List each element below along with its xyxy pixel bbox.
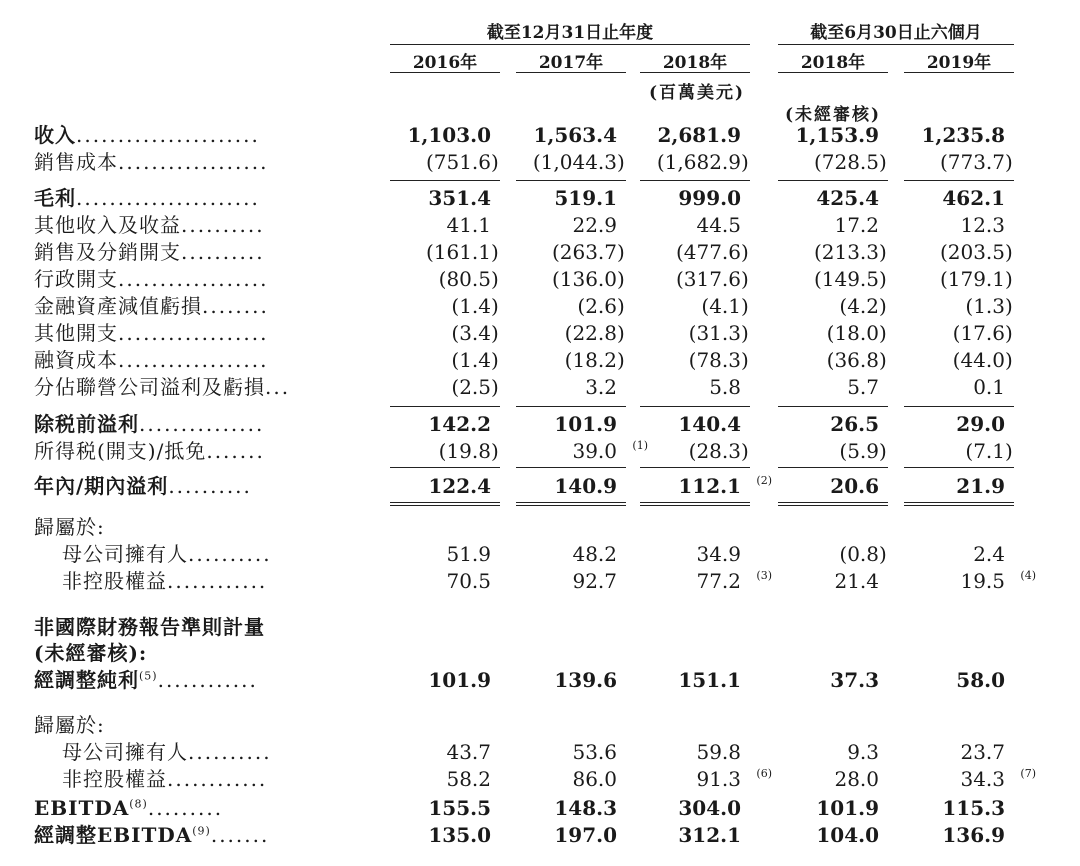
table-cell: 43.7	[446, 740, 491, 764]
row-label: 收入......................	[34, 123, 260, 147]
table-cell: (263.7)	[551, 240, 625, 264]
table-cell: 21.4	[834, 569, 879, 593]
year-rule-1	[390, 72, 500, 73]
header-rule-six-months	[778, 44, 1014, 45]
subtotal-rule	[778, 406, 888, 407]
table-cell: (5.9)	[839, 439, 887, 463]
table-cell: 77.2 (3)	[696, 569, 772, 593]
subtotal-rule	[904, 180, 1014, 181]
table-cell: 1,235.8	[921, 123, 1005, 147]
table-cell: (1,682.9)	[656, 150, 749, 174]
row-label: 分佔聯營公司溢利及虧損...	[34, 375, 291, 399]
table-cell: 142.2	[428, 412, 491, 436]
table-cell: 140.4	[678, 412, 741, 436]
subtotal-rule	[640, 467, 750, 468]
row-label: 除税前溢利...............	[34, 412, 265, 436]
table-cell: 101.9	[554, 412, 617, 436]
table-cell: (36.8)	[826, 348, 887, 372]
table-cell: (31.3)	[688, 321, 749, 345]
year-rule-3	[640, 72, 750, 73]
table-cell: 101.9	[816, 796, 879, 820]
table-cell: (22.8)	[564, 321, 625, 345]
table-cell: 58.2	[446, 767, 491, 791]
table-cell: 135.0	[428, 823, 491, 847]
footnote-ref: (8)	[129, 797, 148, 811]
subtotal-rule	[516, 467, 626, 468]
leader-dots: ...............	[139, 412, 265, 436]
leader-dots: ..................	[118, 267, 269, 291]
table-cell: (18.2)	[564, 348, 625, 372]
nonifrs-subtitle: (未經審核):	[34, 641, 148, 665]
table-cell: 5.8	[709, 375, 741, 399]
leader-dots: ..........	[168, 474, 252, 498]
table-cell: (19.8)	[438, 439, 499, 463]
table-cell: 53.6	[572, 740, 617, 764]
year-header-2016: 2016年	[412, 53, 478, 73]
table-cell: (78.3)	[688, 348, 749, 372]
table-cell: 26.5	[830, 412, 879, 436]
total-double-rule	[778, 502, 888, 506]
subtotal-rule	[904, 406, 1014, 407]
table-cell: 312.1	[678, 823, 741, 847]
subtotal-rule	[778, 467, 888, 468]
row-label: 其他收入及收益..........	[34, 213, 265, 237]
table-cell: 91.3 (6)	[696, 767, 772, 791]
table-cell: 19.5 (4)	[960, 569, 1036, 593]
subtotal-rule	[390, 180, 500, 181]
leader-dots: .........	[147, 796, 224, 820]
table-cell: 92.7	[572, 569, 617, 593]
subtotal-rule	[390, 406, 500, 407]
table-cell: 425.4	[816, 186, 879, 210]
row-label: 母公司擁有人..........	[62, 542, 272, 566]
table-cell: 22.9	[572, 213, 617, 237]
leader-dots: .......	[210, 823, 270, 847]
row-label: 經調整EBITDA$^{(9)}$.......	[34, 823, 270, 847]
table-cell: (7.1)	[965, 439, 1013, 463]
row-label: 銷售成本..................	[34, 150, 269, 174]
table-cell: (203.5)	[939, 240, 1013, 264]
row-label: 非控股權益............	[62, 569, 268, 593]
row-label: 銷售及分銷開支..........	[34, 240, 265, 264]
leader-dots: ........	[202, 294, 269, 318]
table-cell: (1.3)	[965, 294, 1013, 318]
table-cell: 304.0	[678, 796, 741, 820]
row-label: 母公司擁有人..........	[62, 740, 272, 764]
leader-dots: ..........	[188, 542, 272, 566]
table-cell: (0.8)	[839, 542, 887, 566]
table-cell: 21.9	[956, 474, 1005, 498]
leader-dots: ..........	[181, 240, 265, 264]
table-cell: 122.4	[428, 474, 491, 498]
table-cell: (44.0)	[952, 348, 1013, 372]
header-rule-fiscal	[390, 44, 750, 45]
header-group-fiscal-year: 截至12月31日止年度	[486, 23, 654, 43]
year-rule-2	[516, 72, 626, 73]
footnote-ref: (5)	[139, 669, 158, 683]
row-label: 其他開支..................	[34, 321, 269, 345]
year-rule-5	[904, 72, 1014, 73]
table-cell: (1.4)	[451, 294, 499, 318]
table-cell: 39.0 (1)	[572, 439, 648, 463]
table-cell: (1.4)	[451, 348, 499, 372]
table-cell: (179.1)	[939, 267, 1013, 291]
table-cell: (477.6)	[675, 240, 749, 264]
year-header-2018: 2018年	[662, 53, 728, 73]
table-cell: (28.3)	[688, 439, 749, 463]
table-cell: 115.3	[942, 796, 1005, 820]
table-cell: 462.1	[942, 186, 1005, 210]
table-cell: 0.1	[973, 375, 1005, 399]
table-cell: 1,153.9	[795, 123, 879, 147]
table-cell: (4.1)	[701, 294, 749, 318]
table-cell: 34.9	[696, 542, 741, 566]
row-label: EBITDA$^{(8)}$.........	[34, 796, 224, 820]
table-cell: 51.9	[446, 542, 491, 566]
table-cell: (2.5)	[451, 375, 499, 399]
leader-dots: ............	[157, 668, 258, 692]
table-cell: (80.5)	[438, 267, 499, 291]
table-cell: 28.0	[834, 767, 879, 791]
table-cell: 155.5	[428, 796, 491, 820]
row-label: 經調整純利$^{(5)}$............	[34, 668, 258, 692]
leader-dots: ...	[265, 375, 291, 399]
total-double-rule	[516, 502, 626, 506]
table-cell: 44.5	[696, 213, 741, 237]
table-cell: 23.7	[960, 740, 1005, 764]
subtotal-rule	[516, 406, 626, 407]
table-cell: (17.6)	[952, 321, 1013, 345]
table-cell: 2,681.9	[657, 123, 741, 147]
table-cell: 20.6	[830, 474, 879, 498]
table-cell: (161.1)	[425, 240, 499, 264]
table-cell: 999.0	[678, 186, 741, 210]
table-cell: (751.6)	[425, 150, 499, 174]
leader-dots: ......................	[76, 123, 260, 147]
year-header-2017: 2017年	[538, 53, 604, 73]
subtotal-rule	[904, 467, 1014, 468]
year-header-2019-h1: 2019年	[926, 53, 992, 73]
attributable-heading-2: 歸屬於:	[34, 713, 105, 737]
table-cell: (4.2)	[839, 294, 887, 318]
table-cell: 1,563.4	[533, 123, 617, 147]
leader-dots: ..................	[118, 321, 269, 345]
total-double-rule	[904, 502, 1014, 506]
attributable-heading: 歸屬於:	[34, 515, 105, 539]
table-cell: 34.3 (7)	[960, 767, 1036, 791]
row-label: 所得税(開支)/抵免.......	[34, 439, 265, 463]
table-cell: (2.6)	[577, 294, 625, 318]
row-label: 非控股權益............	[62, 767, 268, 791]
table-cell: (3.4)	[451, 321, 499, 345]
table-cell: (136.0)	[551, 267, 625, 291]
table-cell: 41.1	[446, 213, 491, 237]
table-cell: 104.0	[816, 823, 879, 847]
table-cell: 70.5	[446, 569, 491, 593]
table-cell: 351.4	[428, 186, 491, 210]
table-cell: (18.0)	[826, 321, 887, 345]
table-cell: 519.1	[554, 186, 617, 210]
table-cell: 58.0	[956, 668, 1005, 692]
table-cell: 139.6	[554, 668, 617, 692]
row-label: 融資成本..................	[34, 348, 269, 372]
table-cell: (317.6)	[675, 267, 749, 291]
total-double-rule	[640, 502, 750, 506]
leader-dots: .......	[206, 439, 265, 463]
nonifrs-title: 非國際財務報告準則計量	[34, 615, 265, 639]
table-cell: 12.3	[960, 213, 1005, 237]
unit-label: (百萬美元)	[648, 83, 746, 103]
table-cell: 112.1 (2)	[678, 474, 772, 498]
total-double-rule	[390, 502, 500, 506]
row-label: 毛利......................	[34, 186, 260, 210]
subtotal-rule	[640, 180, 750, 181]
table-cell: (773.7)	[939, 150, 1013, 174]
table-cell: 136.9	[942, 823, 1005, 847]
table-cell: 59.8	[696, 740, 741, 764]
table-cell: 86.0	[572, 767, 617, 791]
table-cell: 48.2	[572, 542, 617, 566]
leader-dots: ..........	[181, 213, 265, 237]
table-cell: 3.2	[585, 375, 617, 399]
subtotal-rule	[516, 180, 626, 181]
table-cell: 9.3	[847, 740, 879, 764]
leader-dots: ......................	[76, 186, 260, 210]
unaudited-label: (未經審核)	[784, 105, 882, 125]
subtotal-rule	[640, 406, 750, 407]
row-label: 行政開支..................	[34, 267, 269, 291]
table-cell: 148.3	[554, 796, 617, 820]
table-cell: 2.4	[973, 542, 1005, 566]
header-group-six-months: 截至6月30日止六個月	[810, 23, 982, 43]
table-cell: 140.9	[554, 474, 617, 498]
table-cell: (728.5)	[813, 150, 887, 174]
table-cell: (1,044.3)	[532, 150, 625, 174]
table-cell: 197.0	[554, 823, 617, 847]
subtotal-rule	[390, 467, 500, 468]
row-label: 金融資產減值虧損........	[34, 294, 269, 318]
table-cell: 1,103.0	[407, 123, 491, 147]
table-cell: (213.3)	[813, 240, 887, 264]
leader-dots: ..................	[118, 348, 269, 372]
table-cell: 5.7	[847, 375, 879, 399]
table-cell: 101.9	[428, 668, 491, 692]
table-cell: 151.1	[678, 668, 741, 692]
footnote-ref: (9)	[192, 824, 211, 838]
subtotal-rule	[778, 180, 888, 181]
row-label: 年內/期內溢利..........	[34, 474, 252, 498]
leader-dots: ..................	[118, 150, 269, 174]
year-rule-4	[778, 72, 888, 73]
leader-dots: ..........	[188, 740, 272, 764]
table-cell: (149.5)	[813, 267, 887, 291]
table-cell: 17.2	[834, 213, 879, 237]
table-cell: 29.0	[956, 412, 1005, 436]
table-cell: 37.3	[830, 668, 879, 692]
leader-dots: ............	[167, 569, 268, 593]
leader-dots: ............	[167, 767, 268, 791]
year-header-2018-h1: 2018年	[800, 53, 866, 73]
